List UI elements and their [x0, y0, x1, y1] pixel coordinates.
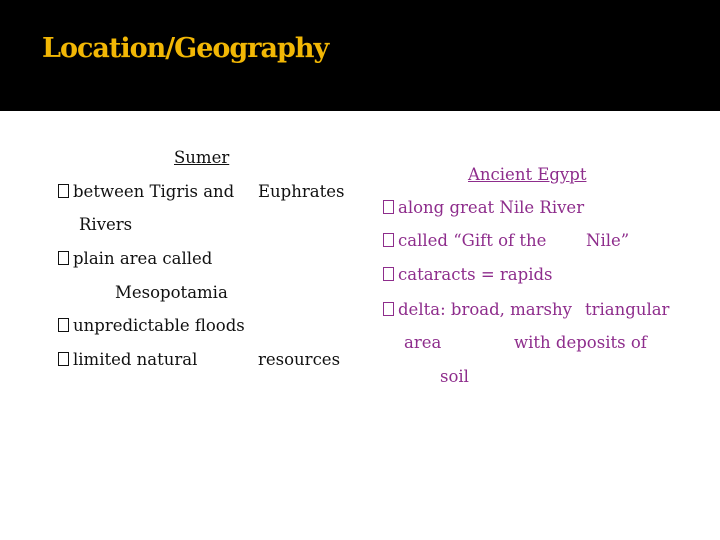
- slide-title: Location/Geography: [42, 33, 329, 64]
- egypt-line-3: cataracts = rapids: [398, 265, 553, 284]
- sumer-bullet-2: [58, 249, 212, 269]
- bullet-box-icon: [383, 233, 394, 247]
- sumer-line-1c: Rivers: [79, 215, 133, 234]
- title-bar: [0, 0, 720, 111]
- bullet-box-icon: [58, 318, 69, 332]
- egypt-line-4e: soil: [440, 367, 469, 386]
- egypt-line-2b: Nile”: [586, 231, 630, 250]
- bullet-box-icon: [58, 184, 69, 198]
- egypt-line-4a: delta: broad, marshy: [398, 300, 572, 319]
- egypt-line-4d: with deposits of: [514, 333, 647, 352]
- sumer-heading: Sumer: [174, 148, 230, 167]
- bullet-box-icon: [383, 302, 394, 316]
- sumer-line-2b: Mesopotamia: [115, 283, 228, 302]
- bullet-box-icon: [383, 267, 394, 281]
- egypt-line-2a: called “Gift of the: [398, 231, 547, 250]
- egypt-bullet-2: [383, 231, 546, 251]
- egypt-bullet-1: [383, 198, 584, 218]
- bullet-box-icon: [58, 352, 69, 366]
- egypt-line-4c: area: [404, 333, 442, 352]
- sumer-line-1b: Euphrates: [258, 182, 345, 201]
- bullet-box-icon: [383, 200, 394, 214]
- egypt-heading: Ancient Egypt: [468, 165, 587, 184]
- sumer-line-3: unpredictable floods: [73, 316, 245, 335]
- sumer-bullet-4: [58, 350, 197, 370]
- egypt-bullet-3: [383, 265, 553, 285]
- sumer-line-2a: plain area called: [73, 249, 213, 268]
- bullet-box-icon: [58, 251, 69, 265]
- sumer-bullet-3: [58, 316, 245, 336]
- sumer-line-4a: limited natural: [73, 350, 198, 369]
- sumer-line-4b: resources: [258, 350, 341, 369]
- egypt-bullet-4: [383, 300, 572, 320]
- sumer-bullet-1: [58, 182, 234, 202]
- egypt-line-1: along great Nile River: [398, 198, 585, 217]
- sumer-line-1a: between Tigris and: [73, 182, 235, 201]
- egypt-line-4b: triangular: [585, 300, 670, 319]
